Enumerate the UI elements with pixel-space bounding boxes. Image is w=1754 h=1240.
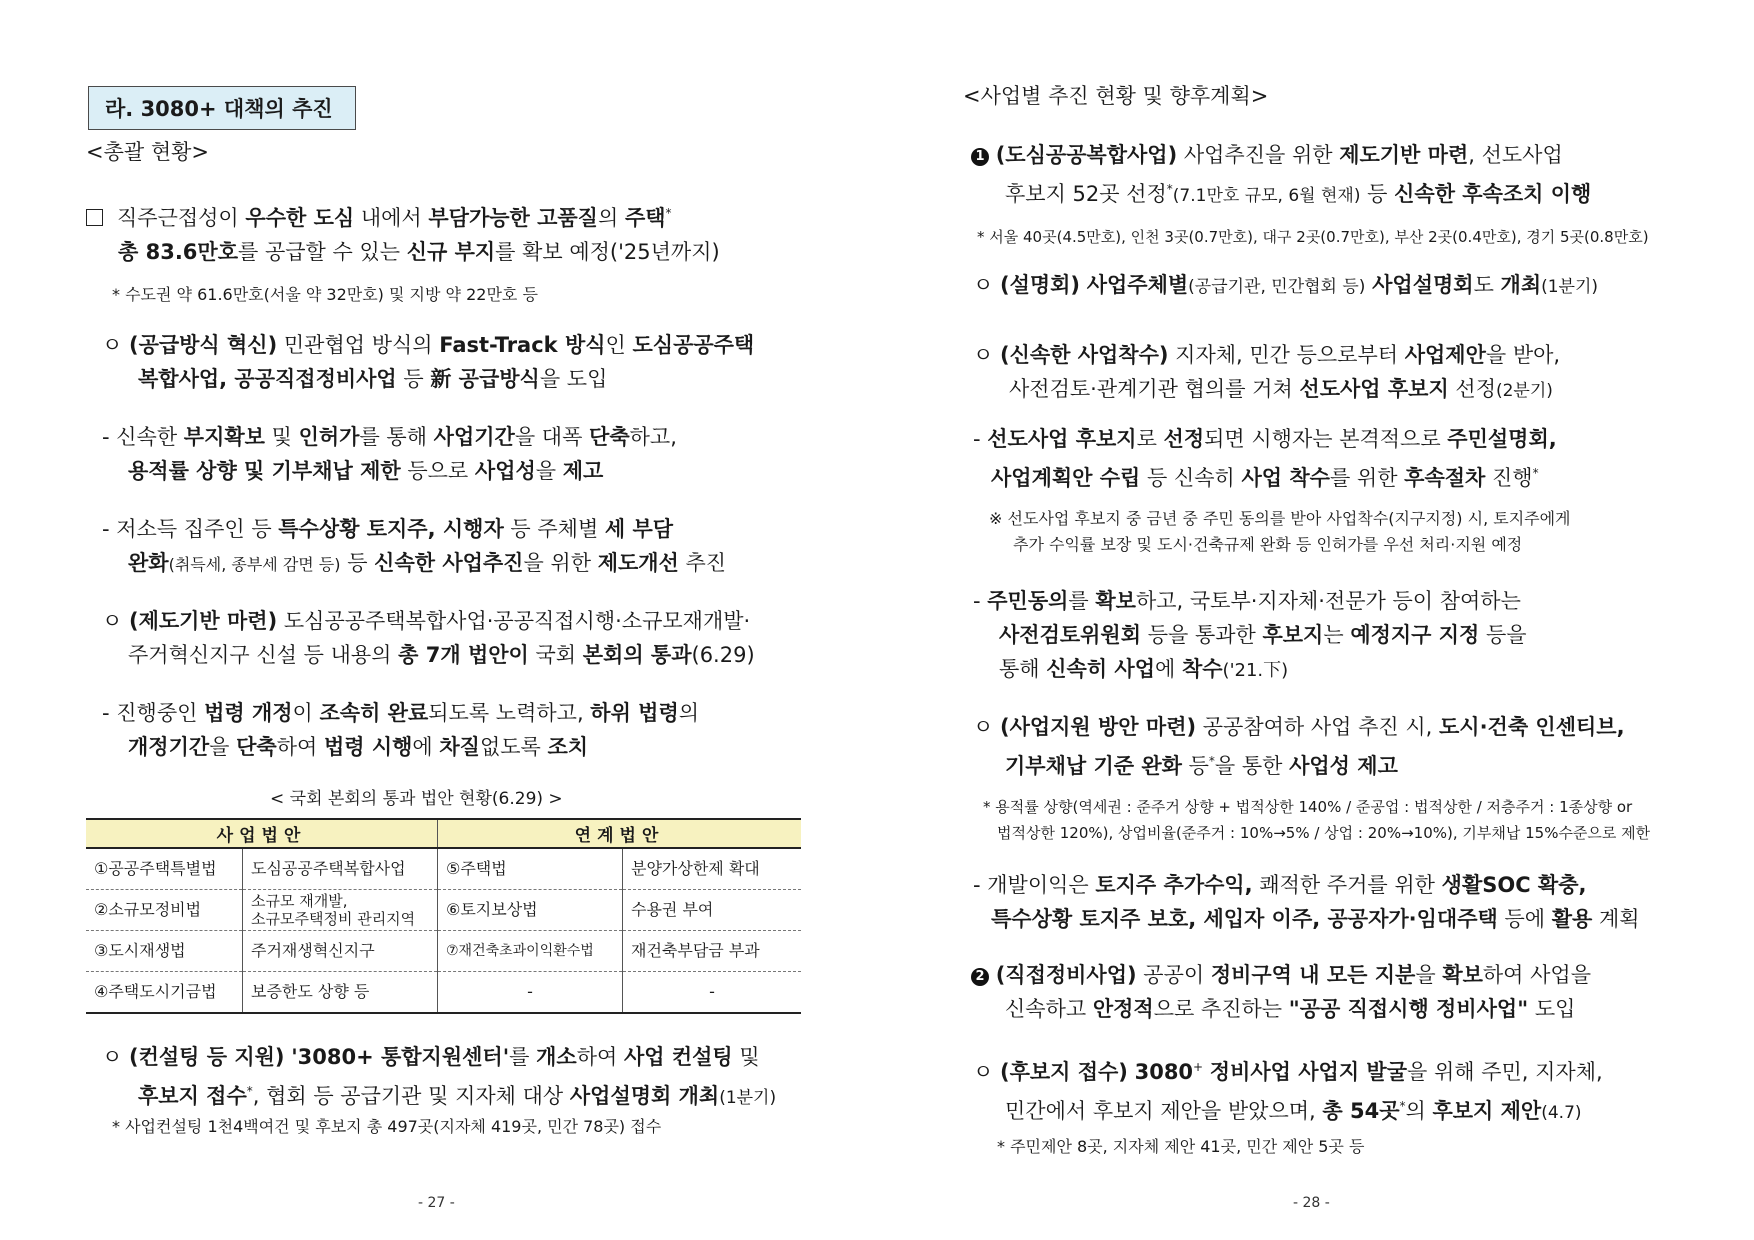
checkbox-square-icon (86, 209, 103, 226)
table-caption: < 국회 본회의 통과 법안 현황(6.29) > (270, 789, 563, 809)
number-1-icon: 1 (971, 148, 989, 166)
paragraph-direct-redevelopment: 2 (직접정비사업) 공공이 정비구역 내 모든 지분을 확보하여 사업을 신속하고 안정적으로 추진하는 "공공 직접시행 정비사업" 도입 (971, 958, 1591, 1026)
paragraph-quick-start: ㅇ (신속한 사업착수) 지자체, 민간 등으로부터 사업제안을 받아, 사전검토·관계기관 협의를 거쳐 선도사업 후보지 선정(2분기) (973, 343, 1561, 401)
paragraph-shorten-period: - 신속한 부지확보 및 인허가를 통해 사업기간을 대폭 단축하고, 용적률 상향 및 기부채납 제한 등으로 사업성을 제고 (102, 425, 677, 483)
right-page (877, 0, 1754, 1240)
paragraph-business-support: ㅇ (사업지원 방안 마련) 공공참여하 사업 추진 시, 도시·건축 인센티브, 기부채납 기준 완화 등*을 통한 사업성 제고 (973, 715, 1625, 778)
note-consulting-count: * 사업컨설팅 1천4백여건 및 후보지 총 497곳(지자체 419곳, 민간 78곳) 접수 (112, 1117, 662, 1136)
table-row: ④주택도시기금법 보증한도 상향 등 - - (86, 972, 801, 1014)
paragraph-supply-sites: 직주근접성이 우수한 도심 내에서 부담가능한 고품질의 주택* 총 83.6만호를 공급할 수 있는 신규 부지를 확보 예정('25년까지) (86, 196, 720, 269)
number-2-icon: 2 (971, 968, 989, 986)
note-site-breakdown: * 서울 40곳(4.5만호), 인천 3곳(0.7만호), 대구 2곳(0.7만호), 부산 2곳(0.4만호), 경기 5곳(0.8만호) (977, 228, 1649, 246)
table-header-row (86, 819, 801, 848)
paragraph-pilot-site: - 선도사업 후보지로 선정되면 시행자는 본격적으로 주민설명회, 사업계획안 수립 등 신속히 사업 착수를 위한 후속절차 진행* (973, 427, 1557, 490)
note-pilot-incentive: ※ 선도사업 후보지 중 금년 중 주민 동의를 받아 사업착수(지구지정) 시, 토지주에게 추가 수익률 보장 및 도시·건축규제 완화 등 인허가를 우선 처리·지원 예정 (989, 509, 1571, 554)
table-header-linked-bills: 연계법안 (438, 819, 802, 848)
table-row: ①공공주택특별법 도심공공주택복합사업 ⑤주택법 분양가상한제 확대 (86, 848, 801, 890)
table-row: ②소규모정비법 소규모 재개발, 소규모주택정비 관리지역 ⑥토지보상법 수용권 부여 (86, 890, 801, 931)
note-floor-area-ratio: * 용적률 상향(역세권 : 준주거 상향 + 법적상한 140% / 준공업 : 법적상한 / 저층주거 : 1종상향 or 법적상한 120%), 상업비율(준주거 : 10%→5% / 상업 : 20%→10%), 기부채납 15%수준으로 제한 (983, 798, 1651, 842)
page-number-right: - 28 - (1293, 1195, 1330, 1211)
paragraph-consulting: ㅇ (컨설팅 등 지원) '3080+ 통합지원센터'를 개소하여 사업 컨설팅 및 후보지 접수*, 협회 등 공급기관 및 지자체 대상 사업설명회 개최(1분기) (102, 1045, 777, 1108)
paragraph-candidate-submission: ㅇ (후보지 접수) 3080+ 정비사업 사업지 발굴을 위해 주민, 지자체, 민간에서 후보지 제안을 받았으며, 총 54곳*의 후보지 제안(4.7) (973, 1060, 1603, 1123)
table-row: ③도시재생법 주거재생혁신지구 ⑦재건축초과이익환수법 재건축부담금 부과 (86, 931, 801, 972)
note-capital-region: * 수도권 약 61.6만호(서울 약 32만호) 및 지방 약 22만호 등 (112, 285, 538, 304)
paragraph-law-amendment: - 진행중인 법령 개정이 조속히 완료되도록 노력하고, 하위 법령의 개정기간을 단축하여 법령 시행에 차질없도록 조치 (102, 701, 700, 759)
page-number-left: - 27 - (418, 1195, 455, 1211)
project-status-heading: <사업별 추진 현황 및 향후계획> (963, 84, 1269, 108)
paragraph-development-profit: - 개발이익은 토지주 추가수익, 쾌적한 주거를 위한 생활SOC 확충, 특수상황 토지주 보호, 세입자 이주, 공공자가·임대주택 등에 활용 계획 (973, 873, 1640, 931)
note-candidate-breakdown: * 주민제안 8곳, 지자체 제안 41곳, 민간 제안 5곳 등 (997, 1137, 1365, 1156)
section-title-box: 라. 3080+ 대책의 추진 (88, 86, 356, 130)
paragraph-supply-innovation: ㅇ (공급방식 혁신) 민관협업 방식의 Fast-Track 방식인 도심공공주택 복합사업, 공공직접정비사업 등 新 공급방식을 도입 (102, 333, 755, 391)
paragraph-urban-public-project: 1 (도심공공복합사업) 사업추진을 위한 제도기반 마련, 선도사업 후보지 52곳 선정*(7.1만호 규모, 6월 현재) 등 신속한 후속조치 이행 (971, 138, 1591, 213)
passed-bills-table (86, 818, 801, 1014)
paragraph-briefing-session: ㅇ (설명회) 사업주체별(공급기관, 민간협회 등) 사업설명회도 개최(1분기) (973, 273, 1599, 297)
table-header-business-bills: 사업법안 (86, 819, 438, 848)
paragraph-legal-basis: ㅇ (제도기반 마련) 도심공공주택복합사업·공공직접시행·소규모재개발· 주거혁신지구 신설 등 내용의 총 7개 법안이 국회 본회의 통과(6.29) (102, 609, 755, 667)
paragraph-resident-consent: - 주민동의를 확보하고, 국토부·지자체·전문가 등이 참여하는 사전검토위원회 등을 통과한 후보지는 예정지구 지정 등을 통해 신속히 사업에 착수('21.下) (973, 589, 1527, 681)
overview-heading: <총괄 현황> (86, 140, 210, 164)
paragraph-tax-relief: - 저소득 집주인 등 특수상황 토지주, 시행자 등 주체별 세 부담 완화(취득세, 종부세 감면 등) 등 신속한 사업추진을 위한 제도개선 추진 (102, 517, 727, 575)
